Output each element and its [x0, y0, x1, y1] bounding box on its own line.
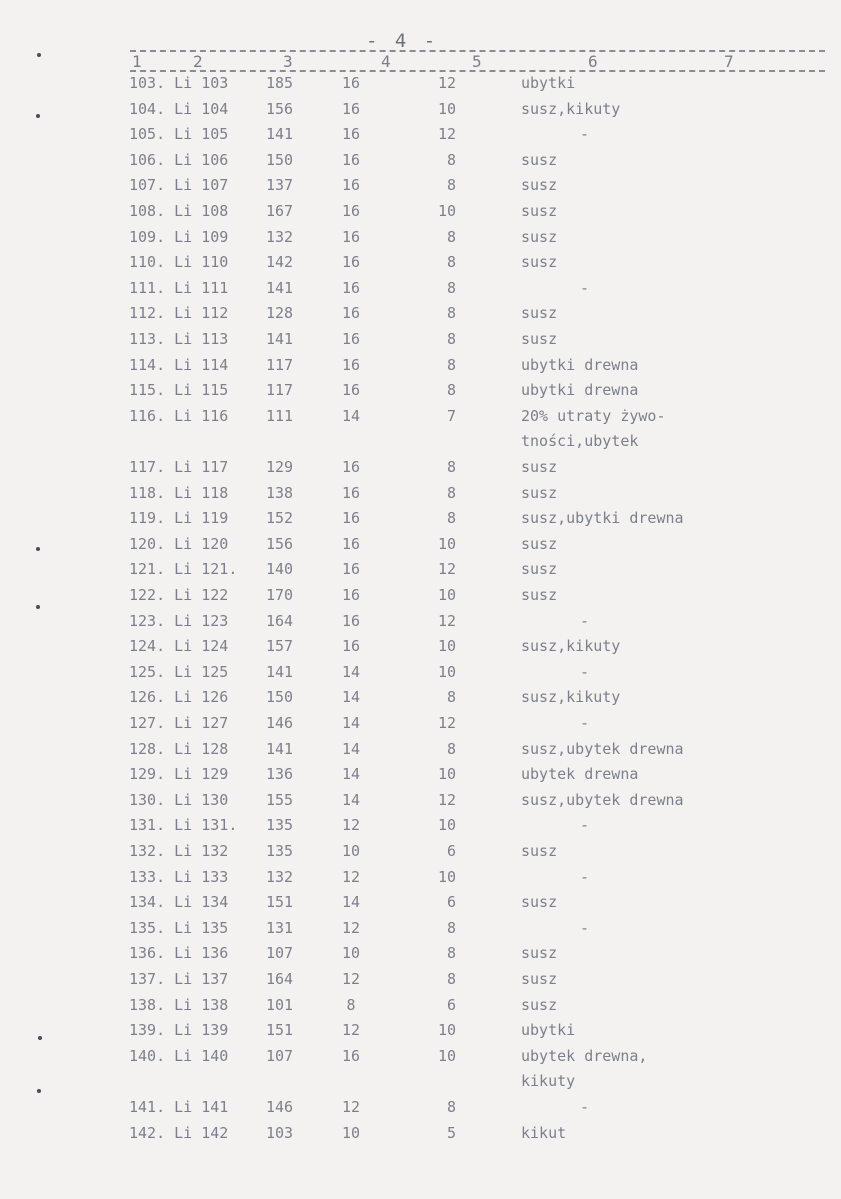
row-id [129, 458, 228, 476]
row-value-5: 12 [437, 714, 456, 732]
row-value-4: 12 [341, 970, 361, 988]
row-number: 103. [129, 74, 166, 92]
row-note: - [580, 867, 590, 886]
row-id [129, 893, 228, 911]
column-number-2: 2 [193, 52, 203, 71]
row-code: Li 128 [174, 739, 229, 758]
row-number: 132. [129, 842, 166, 860]
row-id [129, 816, 237, 834]
row-id [129, 176, 228, 194]
row-id [129, 714, 228, 732]
row-note: susz,ubytek drewna [521, 790, 684, 809]
row-code: Li 140 [174, 1046, 229, 1065]
row-number: 120. [129, 534, 166, 553]
row-id [129, 1124, 228, 1142]
row-code: Li 113 [174, 330, 229, 348]
row-note: 20% utraty żywo- [521, 406, 666, 425]
row-id [129, 612, 228, 630]
row-value-3: 157 [266, 637, 294, 656]
row-value-4: 16 [341, 381, 361, 400]
row-value-5: 8 [446, 253, 456, 272]
row-note: susz [521, 176, 558, 195]
row-note-continuation: kikuty [521, 1072, 576, 1091]
row-note: susz [521, 458, 558, 476]
row-code: Li 120 [174, 534, 229, 553]
margin-dot [36, 114, 40, 118]
row-value-3: 167 [266, 202, 294, 220]
row-code: Li 104 [174, 99, 229, 118]
row-value-4: 16 [341, 278, 361, 297]
row-value-5: 8 [446, 150, 456, 169]
row-value-4: 16 [341, 330, 361, 348]
row-note: susz [521, 150, 558, 169]
row-number: 114. [129, 355, 166, 374]
row-code: Li 115 [174, 381, 229, 400]
row-value-5: 5 [446, 1123, 456, 1142]
row-value-4: 14 [341, 714, 361, 732]
row-code: Li 110 [174, 253, 229, 272]
row-value-4: 8 [346, 995, 356, 1014]
row-value-4: 14 [341, 406, 361, 425]
row-value-4: 16 [341, 176, 361, 195]
row-value-4: 14 [341, 662, 361, 681]
row-value-3: 141 [266, 278, 294, 297]
row-id [129, 407, 228, 425]
row-value-5: 10 [437, 816, 456, 835]
row-value-4: 12 [341, 1098, 361, 1116]
row-id [129, 125, 228, 143]
row-value-4: 16 [341, 586, 361, 604]
row-number: 121. [129, 560, 166, 579]
row-note: susz [521, 304, 558, 323]
row-value-4: 12 [341, 1021, 361, 1040]
row-note: - [580, 662, 590, 681]
row-note: susz [521, 995, 558, 1014]
row-value-5: 12 [437, 611, 456, 630]
row-id [129, 996, 228, 1014]
row-value-4: 16 [341, 560, 361, 579]
row-id [129, 151, 228, 169]
row-note: susz [521, 534, 558, 553]
row-code: Li 142 [174, 1123, 229, 1142]
margin-dot [37, 1089, 41, 1093]
row-value-5: 8 [446, 458, 456, 476]
row-number: 135. [129, 918, 166, 937]
row-id [129, 944, 228, 962]
row-id [129, 791, 228, 809]
row-id [129, 279, 228, 297]
row-number: 129. [129, 765, 166, 784]
row-value-5: 10 [437, 867, 456, 886]
row-value-4: 10 [341, 944, 361, 963]
row-note: susz [521, 253, 558, 272]
column-number-7: 7 [724, 52, 734, 71]
row-number: 108. [129, 202, 166, 220]
row-value-5: 10 [437, 637, 456, 656]
row-code: Li 134 [174, 893, 229, 912]
margin-dot [38, 1036, 42, 1040]
row-note: kikut [521, 1123, 567, 1142]
row-value-4: 16 [341, 611, 361, 630]
row-value-5: 10 [437, 662, 456, 681]
row-value-4: 16 [341, 637, 361, 656]
row-code: Li 105 [174, 125, 229, 144]
row-note: susz [521, 330, 558, 348]
row-note: - [580, 611, 590, 630]
row-note: susz,ubytki drewna [521, 509, 684, 528]
row-value-4: 16 [341, 1046, 361, 1065]
row-number: 118. [129, 483, 166, 502]
row-code: Li 107 [174, 176, 229, 195]
row-number: 105. [129, 125, 166, 144]
row-number: 133. [129, 867, 166, 886]
row-value-4: 14 [341, 739, 361, 758]
row-value-4: 14 [341, 893, 361, 912]
row-value-3: 138 [266, 483, 294, 502]
row-id [129, 509, 228, 527]
row-note: susz [521, 202, 558, 220]
row-number: 104. [129, 99, 166, 118]
row-note-continuation: tności,ubytek [521, 432, 639, 451]
row-number: 111. [129, 278, 166, 297]
row-value-3: 152 [266, 509, 294, 528]
row-value-5: 7 [446, 406, 456, 425]
row-value-4: 16 [341, 355, 361, 374]
row-id [129, 253, 228, 271]
row-value-3: 135 [266, 842, 294, 860]
row-number: 117. [129, 458, 166, 476]
row-number: 141. [129, 1098, 166, 1116]
page-number: - 4 - [366, 30, 439, 52]
row-id [129, 868, 228, 886]
row-code: Li 123 [174, 611, 229, 630]
column-number-6: 6 [588, 52, 598, 71]
row-value-4: 16 [341, 227, 361, 246]
row-code: Li 129 [174, 765, 229, 784]
row-note: susz [521, 944, 558, 963]
row-value-3: 164 [266, 970, 294, 988]
row-value-4: 16 [341, 202, 361, 220]
row-id [129, 228, 228, 246]
row-id [129, 842, 228, 860]
row-id [129, 1098, 228, 1116]
row-value-5: 12 [437, 560, 456, 579]
row-value-4: 16 [341, 74, 361, 92]
row-value-3: 111 [266, 406, 294, 425]
row-value-4: 14 [341, 790, 361, 809]
row-id [129, 484, 228, 502]
row-id [129, 637, 228, 655]
row-id [129, 535, 228, 553]
row-code: Li 121. [174, 560, 238, 579]
row-id [129, 1047, 228, 1065]
row-value-5: 10 [437, 765, 456, 784]
row-number: 142. [129, 1123, 166, 1142]
row-value-3: 131 [266, 918, 294, 937]
row-value-5: 10 [437, 534, 456, 553]
row-note: susz [521, 560, 558, 579]
row-number: 131. [129, 816, 166, 835]
row-code: Li 126 [174, 688, 229, 707]
row-value-4: 16 [341, 253, 361, 272]
row-value-5: 8 [446, 918, 456, 937]
row-value-3: 140 [266, 560, 294, 579]
row-value-3: 142 [266, 253, 294, 272]
row-value-5: 8 [446, 688, 456, 707]
column-number-3: 3 [283, 52, 293, 71]
row-value-3: 141 [266, 330, 294, 348]
row-note: ubytek drewna [521, 765, 639, 784]
row-code: Li 118 [174, 483, 229, 502]
row-id [129, 100, 228, 118]
row-value-3: 132 [266, 867, 294, 886]
row-value-3: 135 [266, 816, 294, 835]
row-value-4: 16 [341, 509, 361, 528]
row-code: Li 122 [174, 586, 229, 604]
row-number: 127. [129, 714, 166, 732]
row-value-5: 12 [437, 125, 456, 144]
row-value-5: 8 [446, 330, 456, 348]
row-number: 107. [129, 176, 166, 195]
row-value-4: 16 [341, 483, 361, 502]
row-note: ubytki drewna [521, 381, 639, 400]
row-value-4: 16 [341, 458, 361, 476]
row-value-4: 12 [341, 918, 361, 937]
row-number: 136. [129, 944, 166, 963]
row-code: Li 125 [174, 662, 229, 681]
row-value-5: 10 [437, 202, 456, 220]
row-note: - [580, 714, 590, 732]
row-value-5: 8 [446, 304, 456, 323]
row-note: susz,kikuty [521, 637, 621, 656]
row-id [129, 688, 228, 706]
row-value-3: 117 [266, 355, 294, 374]
row-value-5: 8 [446, 278, 456, 297]
row-value-5: 8 [446, 355, 456, 374]
row-note: ubytki drewna [521, 355, 639, 374]
row-number: 116. [129, 406, 166, 425]
row-number: 124. [129, 637, 166, 656]
row-code: Li 106 [174, 150, 229, 169]
row-note: - [580, 918, 590, 937]
row-code: Li 138 [174, 995, 229, 1014]
row-number: 134. [129, 893, 166, 912]
row-code: Li 133 [174, 867, 229, 886]
row-id [129, 330, 228, 348]
row-value-3: 107 [266, 944, 294, 963]
margin-dot [36, 605, 40, 609]
row-value-5: 10 [437, 586, 456, 604]
row-number: 113. [129, 330, 166, 348]
row-id [129, 970, 228, 988]
row-note: susz [521, 893, 558, 912]
row-note: - [580, 1098, 590, 1116]
row-note: susz [521, 970, 558, 988]
row-value-3: 170 [266, 586, 294, 604]
row-id [129, 586, 228, 604]
row-code: Li 112 [174, 304, 229, 323]
row-value-4: 14 [341, 765, 361, 784]
row-value-5: 6 [446, 995, 456, 1014]
row-value-3: 107 [266, 1046, 294, 1065]
row-number: 110. [129, 253, 166, 272]
row-value-5: 10 [437, 99, 456, 118]
row-value-3: 156 [266, 99, 294, 118]
row-value-3: 156 [266, 534, 294, 553]
row-number: 122. [129, 586, 166, 604]
row-number: 106. [129, 150, 166, 169]
row-value-4: 16 [341, 150, 361, 169]
row-value-5: 8 [446, 1098, 456, 1116]
row-value-3: 136 [266, 765, 294, 784]
row-note: susz [521, 483, 558, 502]
row-value-5: 8 [446, 970, 456, 988]
row-value-3: 150 [266, 150, 294, 169]
row-note: susz,ubytek drewna [521, 739, 684, 758]
row-code: Li 108 [174, 202, 229, 220]
row-id [129, 356, 228, 374]
row-value-4: 12 [341, 867, 361, 886]
row-value-4: 12 [341, 816, 361, 835]
row-value-5: 8 [446, 483, 456, 502]
row-number: 112. [129, 304, 166, 323]
row-value-3: 117 [266, 381, 294, 400]
row-value-3: 185 [266, 74, 294, 92]
row-id [129, 381, 228, 399]
row-value-5: 8 [446, 227, 456, 246]
row-number: 128. [129, 739, 166, 758]
row-value-5: 6 [446, 893, 456, 912]
row-code: Li 127 [174, 714, 229, 732]
row-number: 140. [129, 1046, 166, 1065]
row-code: Li 119 [174, 509, 229, 528]
row-code: Li 132 [174, 842, 229, 860]
row-value-3: 128 [266, 304, 294, 323]
row-value-5: 12 [437, 74, 456, 92]
row-number: 137. [129, 970, 166, 988]
row-value-5: 8 [446, 509, 456, 528]
row-value-5: 8 [446, 381, 456, 400]
row-value-5: 8 [446, 176, 456, 195]
row-number: 115. [129, 381, 166, 400]
row-value-5: 8 [446, 739, 456, 758]
row-code: Li 111 [174, 278, 229, 297]
row-value-5: 8 [446, 944, 456, 963]
row-code: Li 141 [174, 1098, 229, 1116]
row-note: - [580, 816, 590, 835]
row-value-4: 10 [341, 842, 361, 860]
row-value-3: 141 [266, 739, 294, 758]
row-id [129, 1021, 228, 1039]
row-id [129, 560, 237, 578]
row-value-3: 137 [266, 176, 294, 195]
row-value-5: 10 [437, 1021, 456, 1040]
row-value-3: 141 [266, 662, 294, 681]
row-note: susz,kikuty [521, 99, 621, 118]
row-number: 119. [129, 509, 166, 528]
row-value-3: 164 [266, 611, 294, 630]
row-value-4: 10 [341, 1123, 361, 1142]
row-value-4: 16 [341, 99, 361, 118]
row-code: Li 136 [174, 944, 229, 963]
row-note: susz,kikuty [521, 688, 621, 707]
row-number: 126. [129, 688, 166, 707]
margin-dot [36, 547, 40, 551]
row-id [129, 304, 228, 322]
row-value-3: 141 [266, 125, 294, 144]
row-note: ubytek drewna, [521, 1046, 648, 1065]
row-value-3: 151 [266, 1021, 294, 1040]
row-value-4: 14 [341, 688, 361, 707]
column-number-1: 1 [132, 52, 142, 71]
row-value-5: 6 [446, 842, 456, 860]
row-value-3: 155 [266, 790, 294, 809]
row-code: Li 114 [174, 355, 229, 374]
margin-dot [37, 53, 41, 57]
row-code: Li 116 [174, 406, 229, 425]
row-note: ubytki [521, 1021, 576, 1040]
row-number: 139. [129, 1021, 166, 1040]
row-value-5: 10 [437, 1046, 456, 1065]
row-code: Li 130 [174, 790, 229, 809]
row-value-3: 103 [266, 1123, 294, 1142]
row-code: Li 139 [174, 1021, 229, 1040]
row-value-3: 150 [266, 688, 294, 707]
row-id [129, 765, 228, 783]
row-note: susz [521, 586, 558, 604]
row-number: 109. [129, 227, 166, 246]
row-code: Li 124 [174, 637, 229, 656]
row-value-3: 146 [266, 714, 294, 732]
row-id [129, 74, 228, 92]
row-value-5: 12 [437, 790, 456, 809]
row-number: 138. [129, 995, 166, 1014]
row-code: Li 137 [174, 970, 229, 988]
row-note: ubytki [521, 74, 576, 92]
row-number: 125. [129, 662, 166, 681]
row-value-3: 101 [266, 995, 294, 1014]
row-value-4: 16 [341, 304, 361, 323]
row-value-3: 132 [266, 227, 294, 246]
row-id [129, 663, 228, 681]
row-number: 123. [129, 611, 166, 630]
row-value-3: 151 [266, 893, 294, 912]
row-code: Li 117 [174, 458, 229, 476]
row-value-4: 16 [341, 125, 361, 144]
row-number: 130. [129, 790, 166, 809]
row-note: susz [521, 842, 558, 860]
row-code: Li 135 [174, 918, 229, 937]
row-value-3: 146 [266, 1098, 294, 1116]
row-note: - [580, 125, 590, 144]
column-number-5: 5 [472, 52, 482, 71]
column-number-4: 4 [381, 52, 391, 71]
row-value-3: 129 [266, 458, 294, 476]
row-value-4: 16 [341, 534, 361, 553]
row-note: susz [521, 227, 558, 246]
row-code: Li 103 [174, 74, 229, 92]
row-id [129, 919, 228, 937]
row-code: Li 109 [174, 227, 229, 246]
row-id [129, 740, 228, 758]
row-id [129, 202, 228, 220]
row-code: Li 131. [174, 816, 238, 835]
row-note: - [580, 278, 590, 297]
